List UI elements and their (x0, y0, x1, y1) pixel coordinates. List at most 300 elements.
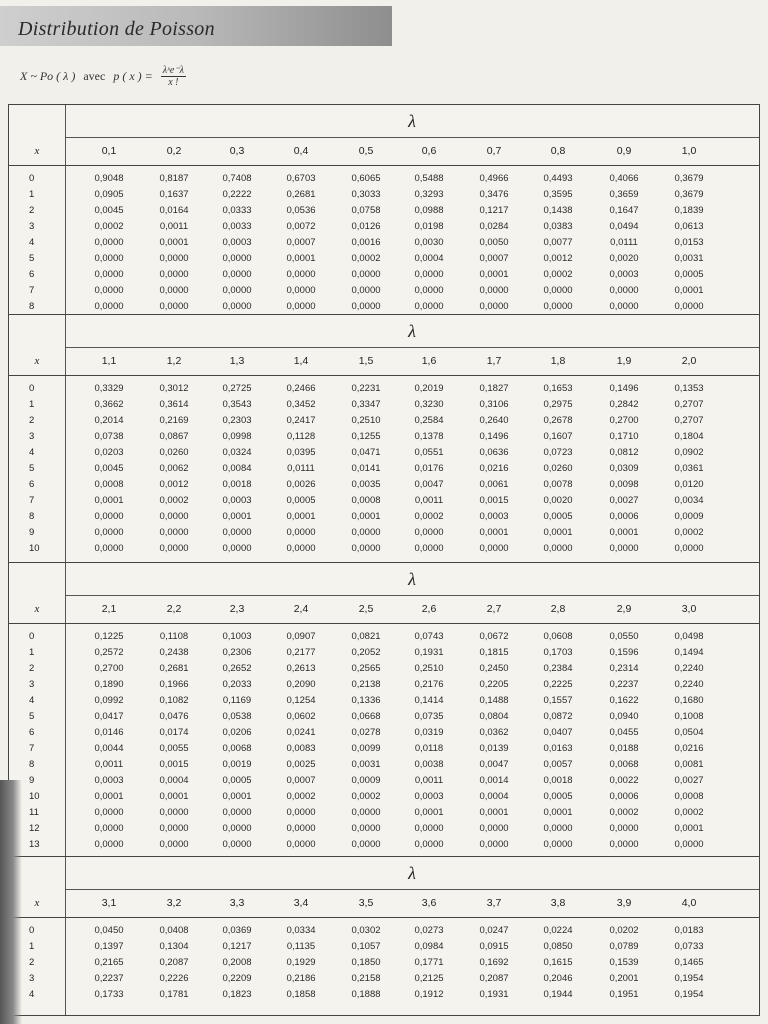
probability-cell: 0,0098 (609, 479, 639, 490)
x-value: 0 (29, 631, 35, 642)
probability-cell: 0,2046 (543, 973, 573, 984)
table-block (9, 315, 759, 563)
probability-cell: 0,1888 (351, 989, 381, 1000)
probability-cell: 0,0000 (159, 269, 189, 280)
probability-cell: 0,1771 (414, 957, 444, 968)
probability-cell: 0,0006 (609, 791, 639, 802)
probability-cell: 0,2450 (479, 663, 509, 674)
probability-cell: 0,0001 (414, 807, 444, 818)
probability-cell: 0,0247 (479, 925, 509, 936)
probability-cell: 0,1494 (674, 647, 704, 658)
probability-cell: 0,1815 (479, 647, 509, 658)
lambda-value-header: 3,0 (681, 603, 697, 615)
probability-cell: 0,1336 (351, 695, 381, 706)
probability-cell: 0,1128 (286, 431, 316, 442)
probability-cell: 0,1929 (286, 957, 316, 968)
probability-cell: 0,2240 (674, 663, 704, 674)
x-value: 0 (29, 173, 35, 184)
probability-cell: 0,0047 (414, 479, 444, 490)
probability-cell: 0,0118 (414, 743, 444, 754)
probability-cell: 0,1169 (222, 695, 252, 706)
probability-cell: 0,2125 (414, 973, 444, 984)
probability-cell: 0,0000 (94, 823, 124, 834)
probability-cell: 0,0758 (351, 205, 381, 216)
probability-cell: 0,1966 (159, 679, 189, 690)
probability-cell: 0,0383 (543, 221, 573, 232)
x-value: 0 (29, 925, 35, 936)
probability-cell: 0,2510 (414, 663, 444, 674)
probability-cell: 0,0001 (674, 823, 704, 834)
probability-cell: 0,0001 (222, 791, 252, 802)
x-value: 4 (29, 237, 35, 248)
probability-cell: 0,0000 (94, 839, 124, 850)
x-value: 1 (29, 399, 35, 410)
lambda-value-header: 0,7 (486, 145, 502, 157)
lambda-value-header: 2,2 (166, 603, 182, 615)
probability-cell: 0,0302 (351, 925, 381, 936)
probability-cell: 0,0324 (222, 447, 252, 458)
probability-cell: 0,1539 (609, 957, 639, 968)
probability-cell: 0,0206 (222, 727, 252, 738)
probability-cell: 0,0002 (94, 221, 124, 232)
x-header: x (34, 603, 40, 615)
table-row (9, 971, 759, 987)
probability-cell: 0,0019 (222, 759, 252, 770)
table-row (9, 725, 759, 741)
probability-cell: 0,2087 (159, 957, 189, 968)
probability-cell: 0,1225 (94, 631, 124, 642)
header-row (9, 595, 759, 624)
probability-cell: 0,0504 (674, 727, 704, 738)
x-value: 6 (29, 479, 35, 490)
probability-cell: 0,0216 (674, 743, 704, 754)
probability-cell: 0,0078 (543, 479, 573, 490)
probability-cell: 0,1954 (674, 989, 704, 1000)
probability-cell: 0,0613 (674, 221, 704, 232)
probability-cell: 0,0099 (351, 743, 381, 754)
probability-cell: 0,2613 (286, 663, 316, 674)
table-row (9, 477, 759, 493)
probability-cell: 0,0163 (543, 743, 573, 754)
probability-cell: 0,0000 (543, 839, 573, 850)
probability-cell: 0,0000 (351, 823, 381, 834)
probability-cell: 0,0000 (351, 269, 381, 280)
probability-cell: 0,0038 (414, 759, 444, 770)
lambda-heading: λ (65, 315, 759, 348)
probability-cell: 0,0001 (543, 527, 573, 538)
probability-cell: 0,2565 (351, 663, 381, 674)
x-value: 3 (29, 973, 35, 984)
x-value: 1 (29, 647, 35, 658)
table-row (9, 429, 759, 445)
probability-cell: 0,2417 (286, 415, 316, 426)
probability-cell: 0,3033 (351, 189, 381, 200)
probability-cell: 0,1217 (479, 205, 509, 216)
table-row (9, 267, 759, 283)
probability-cell: 0,4966 (479, 173, 509, 184)
probability-cell: 0,0000 (159, 807, 189, 818)
probability-cell: 0,2176 (414, 679, 444, 690)
lambda-value-header: 0,1 (101, 145, 117, 157)
probability-cell: 0,0033 (222, 221, 252, 232)
probability-cell: 0,0395 (286, 447, 316, 458)
lambda-value-header: 3,1 (101, 897, 117, 909)
lambda-value-header: 3,6 (421, 897, 437, 909)
probability-cell: 0,0000 (543, 285, 573, 296)
table-row (9, 923, 759, 939)
probability-cell: 0,0011 (159, 221, 189, 232)
table-row (9, 413, 759, 429)
probability-cell: 0,0812 (609, 447, 639, 458)
probability-cell: 0,2222 (222, 189, 252, 200)
probability-cell: 0,1710 (609, 431, 639, 442)
probability-cell: 0,2237 (609, 679, 639, 690)
probability-cell: 0,0000 (609, 543, 639, 554)
probability-cell: 0,0139 (479, 743, 509, 754)
probability-cell: 0,0905 (94, 189, 124, 200)
x-value: 4 (29, 989, 35, 1000)
table-row (9, 821, 759, 837)
probability-cell: 0,2158 (351, 973, 381, 984)
probability-cell: 0,2510 (351, 415, 381, 426)
x-value: 8 (29, 511, 35, 522)
probability-cell: 0,0872 (543, 711, 573, 722)
probability-cell: 0,0014 (479, 775, 509, 786)
table-row (9, 397, 759, 413)
lambda-value-header: 3,4 (293, 897, 309, 909)
probability-cell: 0,1823 (222, 989, 252, 1000)
probability-cell: 0,0120 (674, 479, 704, 490)
probability-cell: 0,1850 (351, 957, 381, 968)
probability-cell: 0,0000 (414, 285, 444, 296)
probability-cell: 0,1637 (159, 189, 189, 200)
probability-cell: 0,0672 (479, 631, 509, 642)
probability-cell: 0,1008 (674, 711, 704, 722)
lambda-heading: λ (65, 857, 759, 890)
lambda-value-header: 0,9 (616, 145, 632, 157)
probability-cell: 0,6703 (286, 173, 316, 184)
probability-cell: 0,0000 (94, 807, 124, 818)
table-row (9, 939, 759, 955)
probability-cell: 0,2231 (351, 383, 381, 394)
probability-cell: 0,1057 (351, 941, 381, 952)
probability-cell: 0,0005 (674, 269, 704, 280)
probability-cell: 0,0003 (609, 269, 639, 280)
probability-cell: 0,0083 (286, 743, 316, 754)
probability-cell: 0,0002 (351, 791, 381, 802)
probability-cell: 0,2165 (94, 957, 124, 968)
probability-cell: 0,0077 (543, 237, 573, 248)
table-row (9, 299, 759, 315)
probability-cell: 0,1596 (609, 647, 639, 658)
probability-cell: 0,0743 (414, 631, 444, 642)
probability-cell: 0,2584 (414, 415, 444, 426)
probability-cell: 0,0000 (222, 285, 252, 296)
probability-cell: 0,0018 (543, 775, 573, 786)
probability-cell: 0,0011 (414, 775, 444, 786)
table-row (9, 493, 759, 509)
probability-cell: 0,0000 (286, 839, 316, 850)
probability-cell: 0,0183 (674, 925, 704, 936)
probability-cell: 0,0000 (351, 527, 381, 538)
probability-cell: 0,3452 (286, 399, 316, 410)
probability-cell: 0,0012 (543, 253, 573, 264)
lambda-value-header: 1,9 (616, 355, 632, 367)
table-row (9, 709, 759, 725)
x-value: 5 (29, 711, 35, 722)
probability-cell: 0,0333 (222, 205, 252, 216)
probability-cell: 0,0027 (609, 495, 639, 506)
probability-cell: 0,2138 (351, 679, 381, 690)
table-block (9, 105, 759, 315)
probability-cell: 0,0998 (222, 431, 252, 442)
probability-cell: 0,0008 (351, 495, 381, 506)
probability-cell: 0,1944 (543, 989, 573, 1000)
probability-cell: 0,3293 (414, 189, 444, 200)
probability-cell: 0,0007 (286, 237, 316, 248)
probability-cell: 0,0902 (674, 447, 704, 458)
table-row (9, 693, 759, 709)
lambda-value-header: 1,7 (486, 355, 502, 367)
probability-cell: 0,8187 (159, 173, 189, 184)
probability-cell: 0,0494 (609, 221, 639, 232)
probability-cell: 0,0284 (479, 221, 509, 232)
probability-cell: 0,2975 (543, 399, 573, 410)
probability-cell: 0,1647 (609, 205, 639, 216)
probability-cell: 0,0738 (94, 431, 124, 442)
probability-cell: 0,2842 (609, 399, 639, 410)
x-value: 3 (29, 221, 35, 232)
probability-cell: 0,0804 (479, 711, 509, 722)
lambda-value-header: 0,6 (421, 145, 437, 157)
probability-cell: 0,0000 (94, 253, 124, 264)
probability-cell: 0,0198 (414, 221, 444, 232)
probability-cell: 0,1692 (479, 957, 509, 968)
lambda-value-header: 0,5 (358, 145, 374, 157)
probability-cell: 0,2306 (222, 647, 252, 658)
probability-cell: 0,0455 (609, 727, 639, 738)
probability-cell: 0,0000 (159, 839, 189, 850)
probability-cell: 0,1557 (543, 695, 573, 706)
probability-cell: 0,0009 (351, 775, 381, 786)
probability-cell: 0,1804 (674, 431, 704, 442)
poisson-table (8, 104, 760, 1016)
x-value: 3 (29, 679, 35, 690)
probability-cell: 0,0602 (286, 711, 316, 722)
probability-cell: 0,1954 (674, 973, 704, 984)
probability-cell: 0,2678 (543, 415, 573, 426)
x-value: 3 (29, 431, 35, 442)
probability-cell: 0,1931 (479, 989, 509, 1000)
x-value: 8 (29, 301, 35, 312)
formula-denominator: x ! (168, 76, 179, 88)
probability-cell: 0,2700 (609, 415, 639, 426)
probability-cell: 0,1217 (222, 941, 252, 952)
probability-cell: 0,1653 (543, 383, 573, 394)
probability-cell: 0,0000 (222, 823, 252, 834)
probability-cell: 0,0000 (159, 285, 189, 296)
x-value: 8 (29, 759, 35, 770)
table-row (9, 789, 759, 805)
x-value: 9 (29, 527, 35, 538)
probability-cell: 0,0000 (222, 253, 252, 264)
lambda-value-header: 3,3 (229, 897, 245, 909)
probability-cell: 0,0850 (543, 941, 573, 952)
probability-cell: 0,1622 (609, 695, 639, 706)
probability-cell: 0,2087 (479, 973, 509, 984)
probability-cell: 0,0002 (674, 807, 704, 818)
lambda-value-header: 3,2 (166, 897, 182, 909)
x-value: 1 (29, 941, 35, 952)
probability-cell: 0,2303 (222, 415, 252, 426)
probability-cell: 0,3012 (159, 383, 189, 394)
probability-cell: 0,0005 (222, 775, 252, 786)
probability-cell: 0,0000 (222, 807, 252, 818)
probability-cell: 0,1414 (414, 695, 444, 706)
probability-cell: 0,3614 (159, 399, 189, 410)
probability-cell: 0,1680 (674, 695, 704, 706)
probability-cell: 0,2240 (674, 679, 704, 690)
probability-cell: 0,2209 (222, 973, 252, 984)
probability-cell: 0,0005 (286, 495, 316, 506)
formula-p: p ( x ) = (113, 68, 153, 83)
lambda-value-header: 2,5 (358, 603, 374, 615)
lambda-value-header: 3,8 (550, 897, 566, 909)
probability-cell: 0,0000 (479, 301, 509, 312)
probability-cell: 0,0608 (543, 631, 573, 642)
x-value: 7 (29, 743, 35, 754)
x-value: 2 (29, 663, 35, 674)
probability-cell: 0,0020 (609, 253, 639, 264)
probability-cell: 0,0000 (222, 301, 252, 312)
formula-lhs: X ~ Po ( λ ) (20, 68, 76, 83)
x-value: 4 (29, 447, 35, 458)
probability-cell: 0,2314 (609, 663, 639, 674)
probability-cell: 0,0002 (414, 511, 444, 522)
probability-cell: 0,0008 (94, 479, 124, 490)
probability-cell: 0,0216 (479, 463, 509, 474)
probability-cell: 0,0002 (609, 807, 639, 818)
probability-cell: 0,0111 (287, 463, 315, 474)
probability-cell: 0,0001 (351, 511, 381, 522)
probability-cell: 0,2700 (94, 663, 124, 674)
probability-cell: 0,1951 (609, 989, 639, 1000)
x-value: 7 (29, 285, 35, 296)
probability-cell: 0,0000 (414, 301, 444, 312)
probability-cell: 0,0000 (94, 237, 124, 248)
probability-cell: 0,7408 (222, 173, 252, 184)
probability-cell: 0,0361 (674, 463, 704, 474)
probability-cell: 0,0007 (286, 775, 316, 786)
probability-cell: 0,0062 (159, 463, 189, 474)
probability-cell: 0,0084 (222, 463, 252, 474)
probability-cell: 0,0309 (609, 463, 639, 474)
table-row (9, 837, 759, 853)
lambda-value-header: 2,4 (293, 603, 309, 615)
probability-cell: 0,0498 (674, 631, 704, 642)
probability-cell: 0,3595 (543, 189, 573, 200)
probability-cell: 0,0000 (479, 823, 509, 834)
probability-cell: 0,2226 (159, 973, 189, 984)
page-title: Distribution de Poisson (18, 18, 215, 40)
lambda-value-header: 1,5 (358, 355, 374, 367)
probability-cell: 0,1931 (414, 647, 444, 658)
probability-cell: 0,0003 (479, 511, 509, 522)
probability-cell: 0,0867 (159, 431, 189, 442)
lambda-value-header: 1,1 (101, 355, 117, 367)
probability-cell: 0,3543 (222, 399, 252, 410)
probability-cell: 0,0735 (414, 711, 444, 722)
probability-cell: 0,0000 (414, 839, 444, 850)
lambda-value-header: 4,0 (681, 897, 697, 909)
x-value: 2 (29, 415, 35, 426)
probability-cell: 0,4493 (543, 173, 573, 184)
probability-cell: 0,0050 (479, 237, 509, 248)
probability-cell: 0,0002 (674, 527, 704, 538)
x-value: 2 (29, 957, 35, 968)
probability-cell: 0,2014 (94, 415, 124, 426)
probability-cell: 0,0000 (286, 285, 316, 296)
probability-cell: 0,1082 (159, 695, 189, 706)
probability-cell: 0,0068 (222, 743, 252, 754)
probability-cell: 0,0146 (94, 727, 124, 738)
table-block (9, 857, 759, 1015)
table-row (9, 461, 759, 477)
probability-cell: 0,0000 (159, 253, 189, 264)
probability-cell: 0,0047 (479, 759, 509, 770)
x-value: 4 (29, 695, 35, 706)
table-row (9, 187, 759, 203)
probability-cell: 0,0008 (674, 791, 704, 802)
probability-cell: 0,0821 (351, 631, 381, 642)
probability-cell: 0,0000 (286, 543, 316, 554)
x-value: 10 (29, 791, 40, 802)
probability-cell: 0,1108 (159, 631, 189, 642)
probability-cell: 0,3329 (94, 383, 124, 394)
lambda-heading: λ (65, 563, 759, 596)
probability-cell: 0,0000 (286, 807, 316, 818)
lambda-value-header: 3,5 (358, 897, 374, 909)
probability-cell: 0,0000 (94, 301, 124, 312)
probability-cell: 0,0000 (286, 823, 316, 834)
probability-cell: 0,0733 (674, 941, 704, 952)
probability-cell: 0,2169 (159, 415, 189, 426)
probability-cell: 0,0319 (414, 727, 444, 738)
probability-cell: 0,0000 (351, 301, 381, 312)
probability-cell: 0,0417 (94, 711, 124, 722)
x-value: 6 (29, 727, 35, 738)
lambda-value-header: 3,9 (616, 897, 632, 909)
probability-cell: 0,2707 (674, 415, 704, 426)
probability-cell: 0,0471 (351, 447, 381, 458)
probability-cell: 0,0005 (543, 791, 573, 802)
probability-cell: 0,1607 (543, 431, 573, 442)
probability-cell: 0,0007 (479, 253, 509, 264)
probability-cell: 0,0000 (222, 269, 252, 280)
probability-cell: 0,0164 (159, 205, 189, 216)
probability-cell: 0,0000 (674, 839, 704, 850)
probability-cell: 0,0016 (351, 237, 381, 248)
header-row (9, 137, 759, 166)
lambda-value-header: 1,8 (550, 355, 566, 367)
probability-cell: 0,0001 (479, 269, 509, 280)
table-row (9, 629, 759, 645)
probability-cell: 0,4066 (609, 173, 639, 184)
table-row (9, 741, 759, 757)
probability-cell: 0,0001 (609, 527, 639, 538)
probability-cell: 0,0000 (609, 285, 639, 296)
probability-cell: 0,0476 (159, 711, 189, 722)
